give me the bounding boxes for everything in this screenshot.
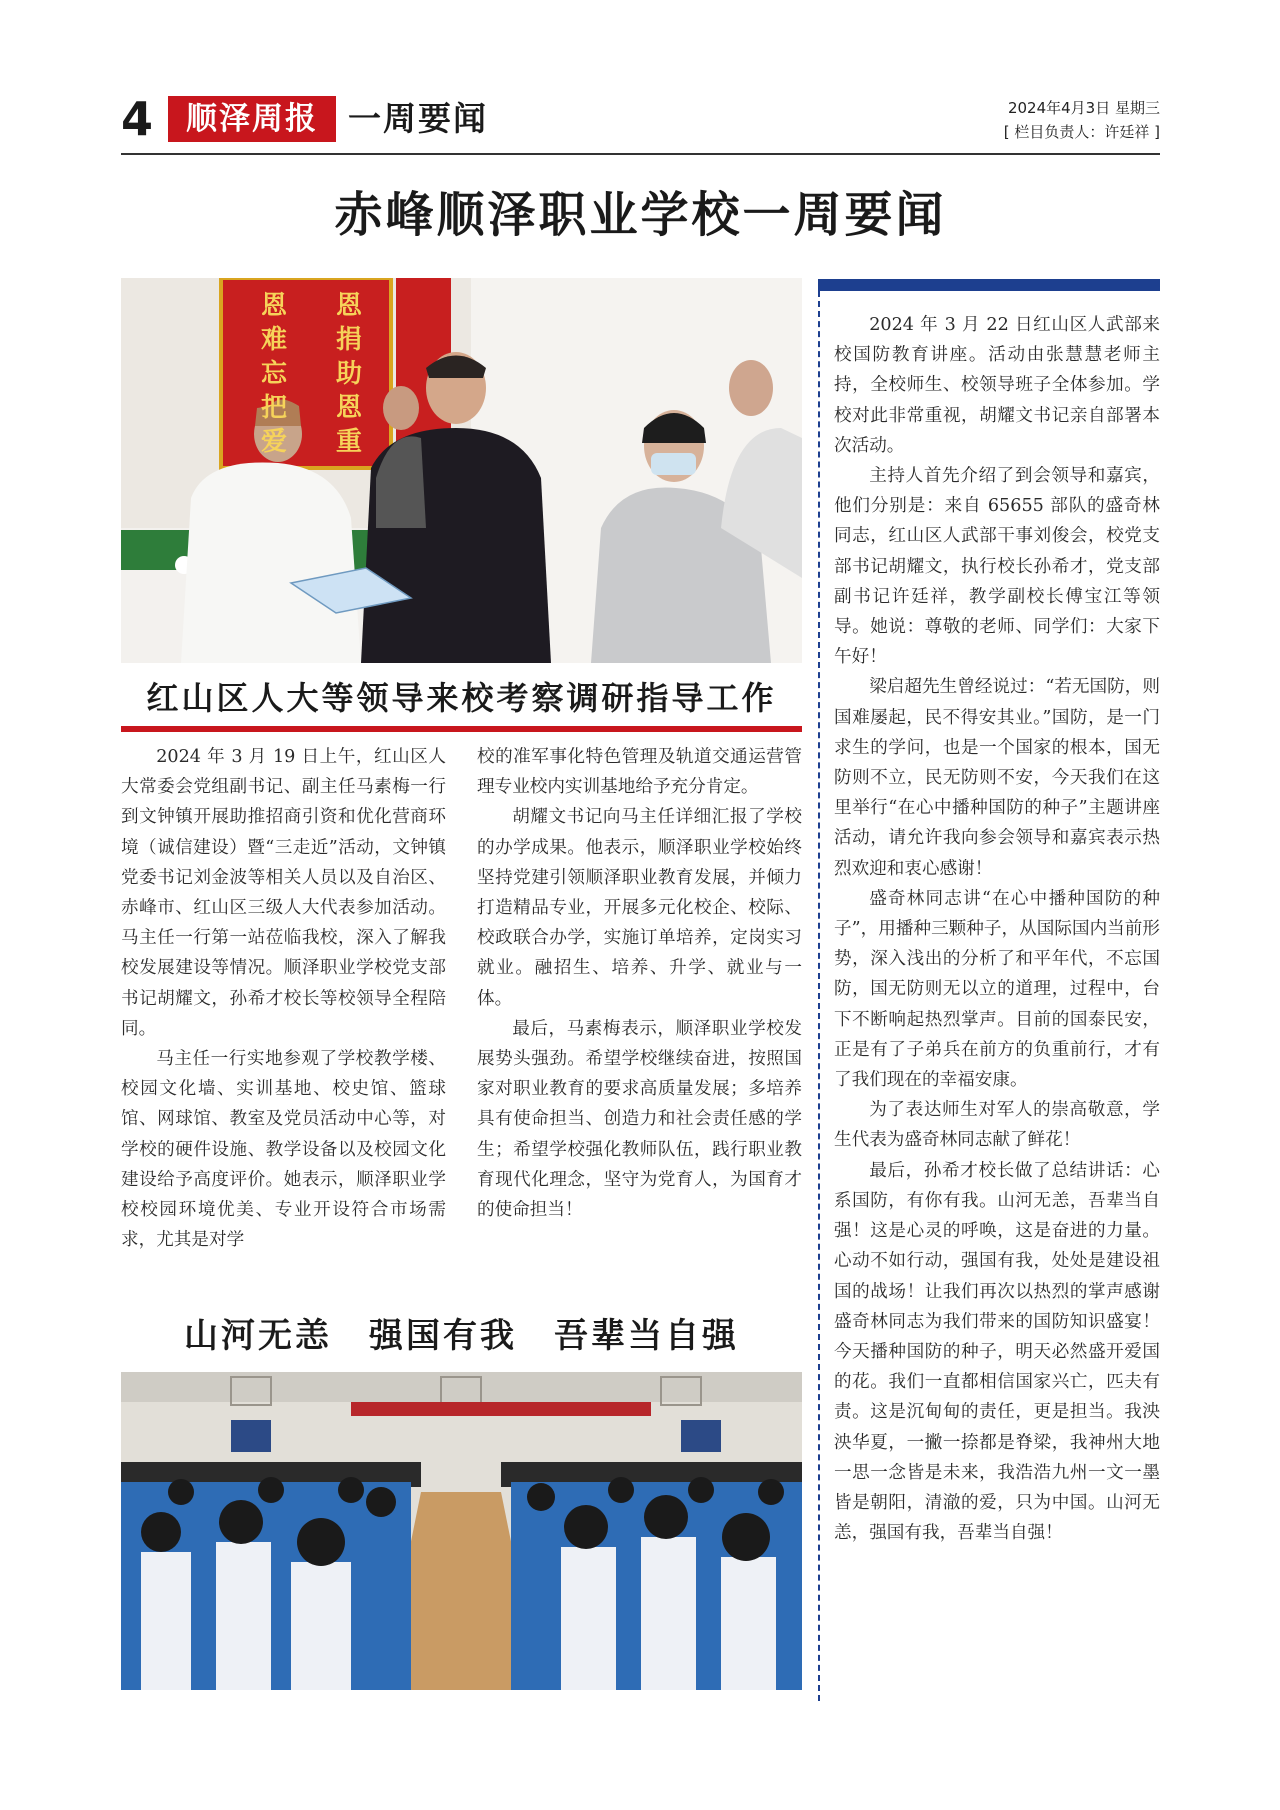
- headline-underline: [121, 726, 802, 732]
- article-headline: 红山区人大等领导来校考察调研指导工作: [146, 679, 777, 717]
- column-divider: [818, 291, 820, 1701]
- section-name: 一周要闻: [348, 99, 488, 138]
- article-paragraph: 盛奇林同志讲“在心中播种国防的种子”，用播种三颗种子，从国际国内当前形势，深入浅出的分析了和平年代，不忘国防，国无防则无以立的道理，过程中，台下不断响起热烈掌声。目前的国泰民安，正是有了子弟兵在前方的负重前行，才有了我们现在的幸福安康。: [834, 888, 1160, 1091]
- article-paragraph: 马主任一行实地参观了学校教学楼、校园文化墙、实训基地、校史馆、篮球馆、网球馆、教室及党员活动中心等，对学校的硬件设施、教学设备以及校园文化建设给予高度评价。她表示，顺泽职业学校校园环境优美、专业开设符合市场需求，尤其是对学: [121, 1049, 446, 1251]
- article-paragraph: 梁启超先生曾经说过：“若无国防，则国难屡起，民不得安其业。”国防，是一门求生的学问，也是一个国家的根本，国无防则不立，民无防则不安，今天我们在这里举行“在心中播种国防的种子”主题讲座活动，请允许我向参会领导和嘉宾表示热烈欢迎和衷心感谢！: [834, 677, 1160, 879]
- banner-char: 捐: [336, 325, 363, 355]
- banner-char: 恩: [336, 291, 363, 321]
- article-paragraph: 为了表达师生对军人的崇高敬意，学生代表为盛奇林同志献了鲜花！: [834, 1100, 1160, 1151]
- article-column: [121, 742, 446, 1255]
- visit-photo: [121, 278, 802, 663]
- header-divider: [121, 153, 1160, 155]
- article-paragraph: 胡耀文书记向马主任详细汇报了学校的办学成果。他表示，顺泽职业学校始终坚持党建引领顺泽职业教育发展，并倾力打造精品专业，开展多元化校企、校际、校政联合办学，实施订单培养，定岗实习就业。融招生、培养、升学、就业与一体。: [477, 807, 802, 1009]
- banner-char: 爱: [261, 427, 288, 457]
- banner-char: 恩: [336, 393, 363, 423]
- article-headline: 山河无恙 强国有我 吾辈当自强: [184, 1316, 739, 1356]
- column-editor: [ 栏目负责人：许廷祥 ]: [1003, 123, 1160, 141]
- column-top-bar: [818, 279, 1160, 291]
- article-paragraph: 2024 年 3 月 22 日红山区人武部来校国防教育讲座。活动由张慧慧老师主持，全校师生、校领导班子全体参加。学校对此非常重视，胡耀文书记亲自部署本次活动。: [834, 315, 1160, 456]
- banner-char: 恩: [261, 291, 288, 321]
- page-title: 赤峰顺泽职业学校一周要闻: [334, 187, 947, 243]
- banner-char: 难: [261, 325, 288, 355]
- banner-char: 重: [336, 427, 363, 457]
- lecture-photo: [121, 1372, 802, 1690]
- visit-photo-illustration: [121, 278, 802, 663]
- article-column: [834, 310, 1160, 1548]
- masthead-logo: 顺泽周报: [168, 96, 336, 142]
- article-paragraph: 校的准军事化特色管理及轨道交通运营管理专业校内实训基地给予充分肯定。: [477, 747, 802, 798]
- article-column: [477, 742, 802, 1225]
- banner-char: 忘: [261, 359, 288, 389]
- article-paragraph: 最后，孙希才校长做了总结讲话：心系国防，有你有我。山河无恙，吾辈当自强！这是心灵的呼唤，这是奋进的力量。心动不如行动，强国有我，处处是建设祖国的战场！让我们再次以热烈的掌声感谢盛奇林同志为我们带来的国防知识盛宴！今天播种国防的种子，明天必然盛开爱国的花。我们一直都相信国家兴亡，匹夫有责。这是沉甸甸的责任，更是担当。我泱泱华夏，一撇一捺都是脊梁，我神州大地一思一念皆是未来，我浩浩九州一文一墨皆是朝阳，清澈的爱，只为中国。山河无恙，强国有我，吾辈当自强！: [834, 1160, 1160, 1544]
- article-paragraph: 2024 年 3 月 19 日上午，红山区人大常委会党组副书记、副主任马素梅一行到文钟镇开展助推招商引资和优化营商环境（诚信建设）暨“三走近”活动，文钟镇党委书记刘金波等相关人员以及自治区、赤峰市、红山区三级人大代表参加活动。马主任一行第一站莅临我校，深入了解我校发展建设等情况。顺泽职业学校党支部书记胡耀文，孙希才校长等校领导全程陪同。: [121, 747, 446, 1039]
- banner-char: 把: [261, 393, 288, 423]
- article-paragraph: 主持人首先介绍了到会领导和嘉宾，他们分别是：来自 65655 部队的盛奇林同志，红山区人武部干事刘俊会，校党支部书记胡耀文，执行校长孙希才，党支部副书记许廷祥，教学副校长傅宝江等领导。她说：尊敬的老师、同学们：大家下午好！: [834, 466, 1160, 668]
- banner-char: 助: [336, 359, 363, 389]
- lecture-photo-illustration: [121, 1372, 802, 1690]
- issue-date: 2024年4月3日 星期三: [1007, 99, 1160, 117]
- page-number: 4: [121, 92, 154, 146]
- article-paragraph: 最后，马素梅表示，顺泽职业学校发展势头强劲。希望学校继续奋进，按照国家对职业教育的要求高质量发展；多培养具有使命担当、创造力和社会责任感的学生；希望学校强化教师队伍，践行职业教育现代化理念，坚守为党育人，为国育才的使命担当！: [477, 1018, 802, 1221]
